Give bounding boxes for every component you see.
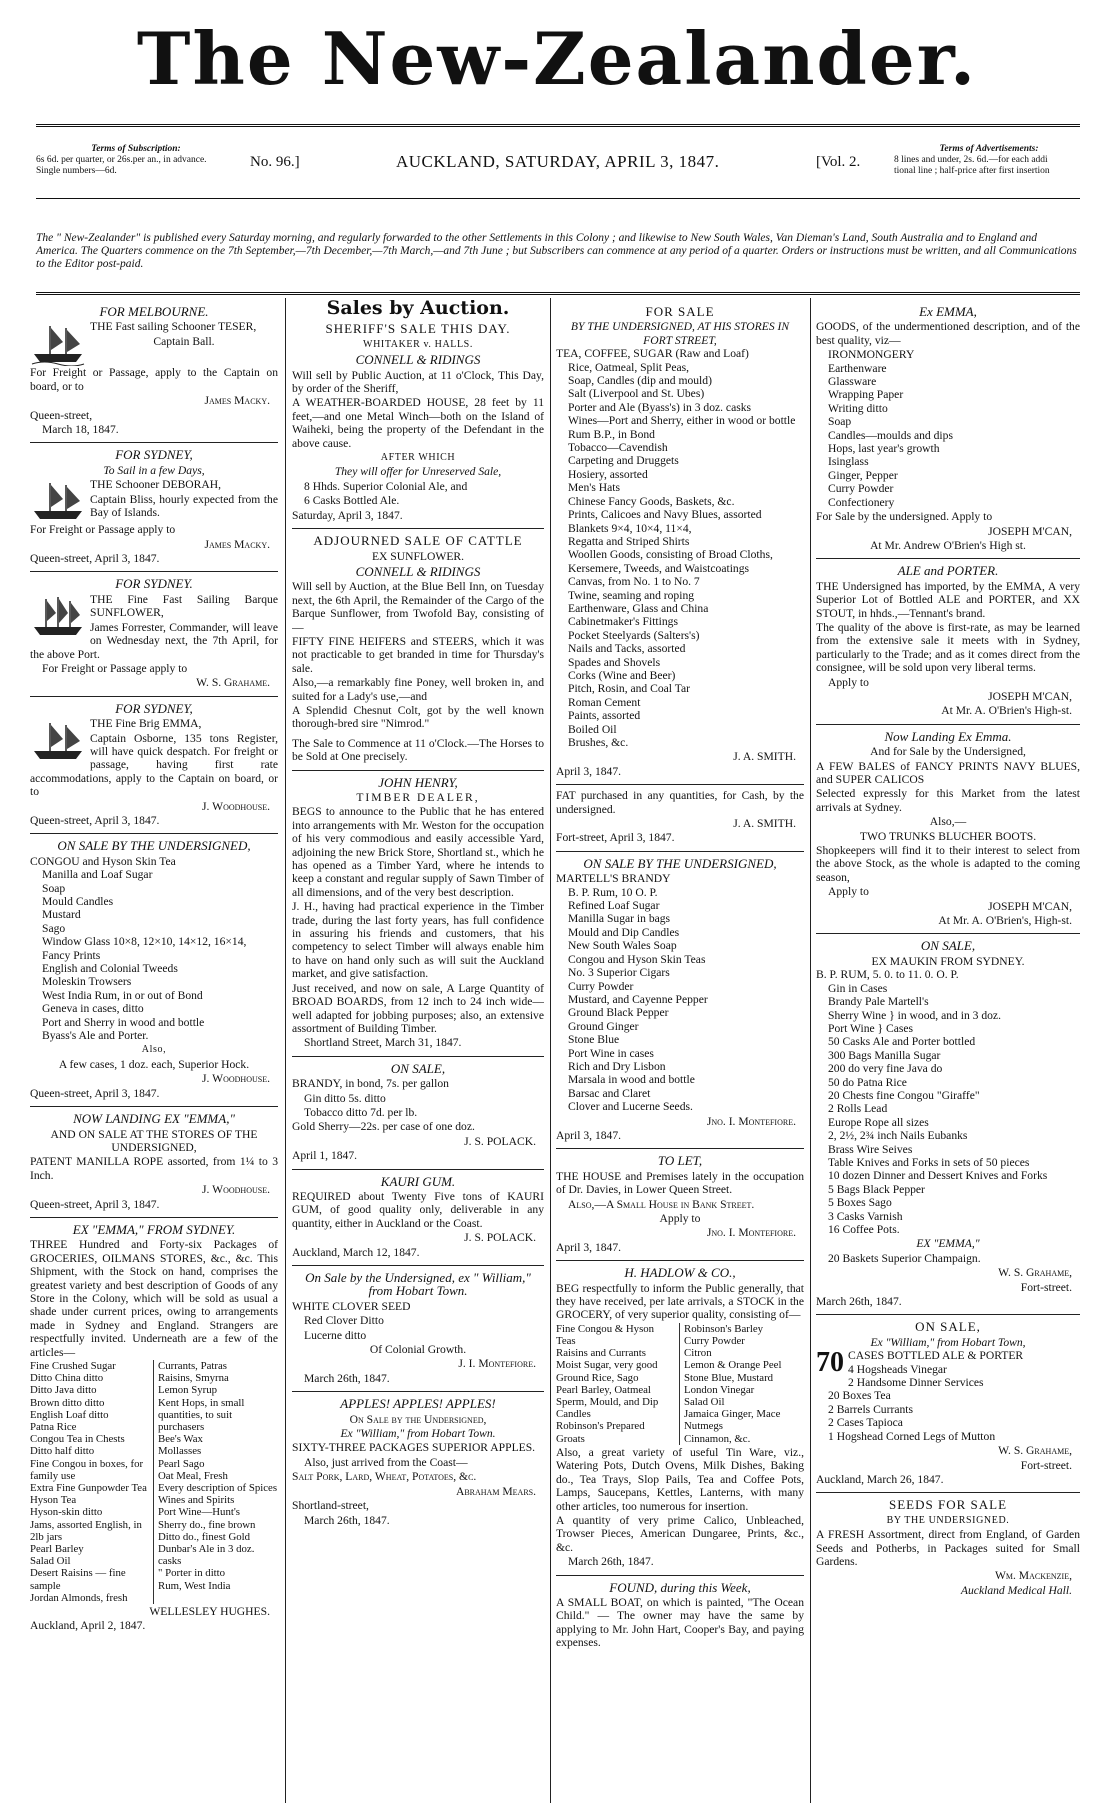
list-item: Curry Powder — [684, 1335, 745, 1348]
ad-ale-porter: ALE and PORTER. THE Undersigned has imported, by the EMMA, A very Superior Lot of Bottled ALE and PORTER, and XX STOUT, in hhds.,—Tennant's brand. The quality of the above is first-rate, as may be learned from the extensive sale it meets with in Sydney, particularly to the Trade; and as it comes direct from the consignee, will be sold upon very liberal terms. Apply to JOSEPH M'CAN, At Mr. A. O'Brien's High-st. — [816, 559, 1080, 724]
list-item: 50 Casks Ale and Porter bottled — [828, 1035, 976, 1049]
list-item: 2 Cases Tapioca — [828, 1416, 903, 1430]
list-item: Kent Hops, in small quantities, to suit purchasers — [158, 1396, 245, 1434]
list-item: Curry Powder — [828, 482, 894, 496]
list-item: Citron — [684, 1347, 712, 1360]
list-item: Europe Rope all sizes — [828, 1115, 929, 1129]
column-1 — [30, 300, 278, 1805]
list-item: Isinglass — [828, 455, 869, 469]
list-item: Woollen Goods, consisting of Broad Cloths, Kersemere, Tweeds, and Waistcoatings — [568, 548, 773, 575]
list-item: Soap — [42, 881, 66, 895]
list-item: Soap — [828, 415, 852, 429]
list-item: 16 Coffee Pots. — [828, 1223, 900, 1236]
list-item: Rich and Dry Lisbon — [568, 1059, 666, 1073]
list-item: Rum B.P., in Bond — [568, 427, 655, 441]
list-item: Clover and Lucerne Seeds. — [568, 1100, 693, 1114]
list-item: Dunbar's Ale in 3 doz. casks — [158, 1543, 255, 1568]
list-item: Nails and Tacks, assorted — [568, 642, 686, 656]
list-item: Lemon Syrup — [158, 1384, 218, 1397]
list-item: Salt (Liverpool and St. Ubes) — [568, 387, 705, 401]
ship-icon — [30, 719, 86, 763]
list-item: Patna Rice — [30, 1421, 77, 1434]
list-item: English Loaf ditto — [30, 1408, 109, 1421]
list-item: Mollasses — [158, 1445, 202, 1458]
list-item: Pocket Steelyards (Salters's) — [568, 628, 700, 642]
list-item: Barsac and Claret — [568, 1086, 651, 1100]
list-item: Table Knives and Forks in sets of 50 pieces — [828, 1155, 1030, 1169]
publication-notice: The " New-Zealander" is published every Saturday morning, and regularly forwarded to the other Settlements in this Colony ; and likewise to New South Wales, Van Dieman's Land, South Australia and to England and America. The Quarters commence on the 7th September,—7th December,—7th March,—and 7th June ; but Subscribers can commence at any period of a quarter. Orders or instructions must be written, and all Communications to the Editor post-paid. — [36, 232, 1077, 270]
list-item: Robinson's Barley — [684, 1322, 764, 1335]
list-item: Spades and Shovels — [568, 655, 661, 669]
ad-fat-purchased: FAT purchased in any quantities, for Cash, by the undersigned. J. A. SMITH. Fort-street, April 3, 1847. — [556, 785, 804, 852]
list-item: No. 3 Superior Cigars — [568, 966, 670, 980]
list-item: Manilla Sugar in bags — [568, 912, 671, 926]
list-item: Oat Meal, Fresh — [158, 1469, 228, 1482]
ad-hadlow: H. HADLOW & CO., BEG respectfully to inform the Public generally, that they have received, per late arrivals, a STOCK in the GROCERY, of very superior quality, consisting of— Fine Congou & Hyson Teas Raisins and Currants Moist Sugar, very good Ground Rice, Sago Pearl Barley, Oatmeal Sperm, Mould, and Dip Candles Robinson's Prepared Groats Robinson's Barley Curry Powder Citron Lemon & Orange Peel Stone Blue, Mustard London Vinegar Salad Oil Jamaica Ginger, Mace Nutmegs Cinnamon, &c. Also, a great variety of useful Tin Ware, viz., Watering Pots, Dutch Ovens, Milk Dishes, Baking do., Tea Trays, Slop Pails, Tea and Coffee Pots, Lamps, Saucepans, Kettles, Lanterns, with many other articles, too numerous for insertion. A quantity of very prime Calico, Unbleached, Trowser Pieces, American Dungaree, Prints, &c., &c. March 26th, 1847. — [556, 1261, 804, 1575]
ad-for-sale-smith: FOR SALE BY THE UNDERSIGNED, AT HIS STORES IN FORT STREET, TEA, COFFEE, SUGAR (Raw and Loaf) Rice, Oatmeal, Split Peas, Soap, Candles (dip and mould) Salt (Liverpool and St. Ubes) Porter and Ale (Byass's) in 3 doz. casks Wines—Port and Sherry, either in wood or bottle Rum B.P., in Bond Tobacco—Cavendish Carpeting and Druggets Hosiery, assorted Men's Hats Chinese Fancy Goods, Baskets, &c. Prints, Calicoes and Navy Blues, assorted Blankets 9×4, 10×4, 11×4, Regatta and Striped Shirts Woollen Goods, consisting of Broad Cloths, Kersemere, Tweeds, and Waistcoatings Canvas, from No. 1 to No. 7 Twine, seaming and roping Earthenware, Glass and China Cabinetmaker's Fittings Pocket Steelyards (Salters's) Nails and Tacks, assorted Spades and Shovels Corks (Wine and Beer) Pitch, Rosin, and Coal Tar Roman Cement Paints, assorted Boiled Oil Brushes, &c. J. A. SMITH. April 3, 1847. — [556, 300, 804, 785]
list-item: Stone Blue — [568, 1033, 620, 1047]
ad-sydney-emma: FOR SYDNEY, THE Fine Brig EMMA, Captain Osborne, 135 tons Register, will have quick despatch. For freight or passage, having first rate accommodations, apply to the Captain on board, or to J. Woodhouse. Queen-street, April 3, 1847. — [30, 697, 278, 835]
list-item: Candles—moulds and dips — [828, 428, 953, 442]
list-item: Bee's Wax — [158, 1433, 203, 1446]
list-item: Soap, Candles (dip and mould) — [568, 374, 712, 388]
columns-top-rule — [36, 292, 1080, 295]
list-item: CONGOU and Hyson Skin Tea — [30, 854, 176, 868]
list-item: Stone Blue, Mustard — [684, 1371, 774, 1384]
list-item: Lemon & Orange Peel — [684, 1359, 782, 1372]
list-item: Port Wine } Cases — [828, 1021, 914, 1035]
list-item: Hosiery, assorted — [568, 467, 648, 481]
list-item: Mould Candles — [42, 895, 114, 908]
list-item: Mould and Dip Candles — [568, 925, 680, 939]
item-list — [816, 968, 1080, 1236]
list-item: Fancy Prints — [42, 948, 101, 962]
list-item: Jamaica Ginger, Mace — [684, 1408, 781, 1421]
dateline-rule — [36, 198, 1080, 199]
ad-sydney-sunflower: FOR SYDNEY. THE Fine Fast Sailing Barque SUNFLOWER, James Forrester, Commander, will leave on Wednesday next, the 7th April, for the above Port. For Freight or Passage apply to W. S. Grahame. — [30, 572, 278, 696]
column-divider — [285, 298, 286, 1803]
list-item: London Vinegar — [684, 1383, 755, 1396]
ad-sheriff-sale: SHERIFF'S SALE THIS DAY. WHITAKER v. HALLS. CONNELL & RIDINGS Will sell by Public Auction, at 11 o'Clock, This Day, by order of the Sheriff, A WEATHER-BOARDED HOUSE, 28 feet by 11 feet,—and one Metal Winch—both on the Island of Waiheki, being the property of the Defendant in the above cause. AFTER WHICH They will offer for Unreserved Sale, 8 Hhds. Superior Colonial Ale, and 6 Casks Bottled Ale. Saturday, April 3, 1847. — [292, 317, 544, 529]
masthead-rule — [36, 124, 1080, 127]
dateline — [36, 140, 1080, 190]
list-item: Ground Ginger — [568, 1019, 639, 1033]
list-item: Geneva in cases, ditto — [42, 1002, 144, 1016]
list-item: Earthenware, Glass and China — [568, 601, 709, 615]
list-item: Boiled Oil — [568, 722, 617, 736]
list-item: West India Rum, in or out of Bond — [42, 988, 203, 1002]
list-item: Ginger, Pepper — [828, 468, 898, 482]
ad-william: ON SALE, Ex "William," from Hobart Town, 70 CASES BOTTLED ALE & PORTER 4 Hogsheads Vinegar 2 Handsome Dinner Services 20 Boxes Tea 2 Barrels Currants 2 Cases Tapioca 1 Hogshead Corned Legs of Mutton W. S. Grahame, Fort-street. Auckland, March 26, 1847. — [816, 1315, 1080, 1493]
list-item: Gin in Cases — [828, 981, 888, 995]
list-item: Glassware — [828, 375, 877, 389]
list-item: Writing ditto — [828, 401, 888, 415]
issue-number: No. 96.] — [250, 154, 300, 170]
list-item: Port Wine in cases — [568, 1046, 654, 1060]
list-item: Salad Oil — [684, 1396, 725, 1409]
list-item: Cabinetmaker's Fittings — [568, 615, 678, 629]
list-item: Ground Rice, Sago — [556, 1371, 639, 1384]
list-item: Sago — [42, 921, 66, 935]
list-item: B. P. RUM, 5. 0. to 11. 0. O. P. — [816, 968, 959, 982]
list-item: Ditto do., finest Gold — [158, 1530, 251, 1543]
list-item: Brushes, &c. — [568, 736, 629, 749]
list-item: 5 Bags Black Pepper — [828, 1182, 925, 1196]
list-item: Sherry do., fine brown — [158, 1518, 256, 1531]
list-item: Jams, assorted English, in 2lb jars — [30, 1518, 142, 1543]
list-item: Wrapping Paper — [828, 388, 904, 402]
ad-melbourne: FOR MELBOURNE. THE Fast sailing Schooner TESER, Captain Ball. For Freight or Passage, apply to the Captain on board, or to James Macky. Queen-street, March 18, 1847. — [30, 300, 278, 443]
list-item: 4 Hogsheads Vinegar — [848, 1362, 947, 1376]
list-item: Men's Hats — [568, 481, 621, 495]
list-item: Pearl Barley — [30, 1543, 84, 1556]
list-item: English and Colonial Tweeds — [42, 962, 178, 976]
list-item: Tobacco—Cavendish — [568, 441, 668, 455]
list-item: 10 dozen Dinner and Dessert Knives and Forks — [828, 1169, 1048, 1183]
list-item: Hyson Tea — [30, 1494, 77, 1507]
two-column-list — [556, 1323, 804, 1445]
list-item: Hyson-skin ditto — [30, 1506, 103, 1519]
list-item: New South Wales Soap — [568, 939, 677, 953]
list-item: Byass's Ale and Porter. — [42, 1029, 149, 1043]
list-item: Regatta and Striped Shirts — [568, 534, 690, 548]
ad-maukin: ON SALE, EX MAUKIN FROM SYDNEY. B. P. RUM, 5. 0. to 11. 0. O. P. Gin in Cases Brandy Pale Martell's Sherry Wine } in wood, and in 3 doz. Port Wine } Cases 50 Casks Ale and Porter bottled 300 Bags Manilla Sugar 200 do very fine Java do 50 do Patna Rice 20 Chests fine Congou "Giraffe" 2 Rolls Lead Europe Rope all sizes 2, 2½, 2¾ inch Nails Eubanks Brass Wire Seives Table Knives and Forks in sets of 50 pieces 10 dozen Dinner and Dessert Knives and Forks 5 Bags Black Pepper 5 Boxes Sago 3 Casks Varnish 16 Coffee Pots. EX "EMMA," 20 Baskets Superior Champaign. W. S. Grahame, Fort-street. March 26th, 1847. — [816, 934, 1080, 1315]
subscription-terms: Terms of Subscription: 6s 6d. per quarter, or 26s.per an., in advance. Single numbers—6d. — [36, 144, 207, 176]
list-item: Sherry Wine } in wood, and in 3 doz. — [828, 1008, 1001, 1022]
list-item: Nutmegs — [684, 1420, 723, 1433]
list-item: Sperm, Mould, and Dip Candles — [556, 1396, 659, 1421]
list-item: Congou and Hyson Skin Teas — [568, 952, 706, 966]
volume-number: [Vol. 2. — [816, 154, 861, 170]
list-item: Wines—Port and Sherry, either in wood or bottle — [568, 414, 796, 428]
ad-cattle-sale: ADJOURNED SALE OF CATTLE EX SUNFLOWER. CONNELL & RIDINGS Will sell by Auction, at the Blue Bell Inn, on Tuesday next, the 6th April, the Remainder of the Cargo of the Barque Sunflower, from Twofold Bay, consisting of— FIFTY FINE HEIFERS and STEERS, which it was not practicable to get branded in time for Thursday's sale. Also,—a remarkably fine Poney, well broken in, and suited for a Lady's use,—and A Splendid Chesnut Colt, got by the well known thorough-bred sire "Nimrod." The Sale to Commence at 11 o'Clock.—The Horses to be Sold at One precisely. — [292, 529, 544, 771]
list-item: 2, 2½, 2¾ inch Nails Eubanks — [828, 1129, 968, 1143]
ad-ex-emma-goods: Ex EMMA, GOODS, of the undermentioned description, and of the best quality, viz— IRONMONGERY Earthenware Glassware Wrapping Paper Writing ditto Soap Candles—moulds and dips Hops, last year's growth Isinglass Ginger, Pepper Curry Powder Confectionery For Sale by the undersigned. Apply to JOSEPH M'CAN, At Mr. Andrew O'Brien's High st. — [816, 300, 1080, 559]
list-item: Rum, West India — [158, 1579, 231, 1592]
list-item: Window Glass 10×8, 12×10, 14×12, 16×14, — [42, 935, 247, 949]
list-item: Fine Congou in boxes, for family use — [30, 1457, 144, 1482]
advertisement-terms: Terms of Advertisements: 8 lines and under, 2s. 6d.—for each addi tional line ; half-price after first insertion — [894, 144, 1050, 176]
item-list — [556, 347, 804, 749]
list-item: Fine Crushed Sugar — [30, 1360, 116, 1372]
list-item: Salad Oil — [30, 1555, 71, 1568]
list-item: 2 Handsome Dinner Services — [848, 1376, 984, 1390]
list-item: Desert Raisins — fine sample — [30, 1567, 126, 1592]
ad-now-landing: Now Landing Ex Emma. And for Sale by the Undersigned, A FEW BALES of FANCY PRINTS NAVY BLUES, and SUPER CALICOS Selected expressly for this Market from the latest arrivals at Sydney. Also,— TWO TRUNKS BLUCHER BOOTS. Shopkeepers will find it to their interest to select from the above Stock, as the whole is adapted to the coming season, Apply to JOSEPH M'CAN, At Mr. A. O'Brien's, High-st. — [816, 725, 1080, 935]
list-item: Raisins and Currants — [556, 1347, 646, 1360]
issue-date: AUCKLAND, SATURDAY, APRIL 3, 1847. — [396, 152, 720, 171]
list-item: Curry Powder — [568, 979, 634, 993]
list-item: Brass Wire Seives — [828, 1142, 913, 1156]
list-item: 20 Chests fine Congou "Giraffe" — [828, 1088, 980, 1102]
list-item: B. P. Rum, 10 O. P. — [568, 885, 658, 899]
list-item: " Porter in ditto — [158, 1567, 226, 1580]
section-title: Sales by Auction. — [326, 300, 510, 319]
list-item: Ditto China ditto — [30, 1372, 104, 1385]
list-item: Prints, Calicoes and Navy Blues, assorted — [568, 508, 762, 522]
masthead-title: The New-Zealander. — [136, 16, 978, 101]
list-item: Blankets 9×4, 10×4, 11×4, — [568, 521, 692, 535]
list-item: 5 Boxes Sago — [828, 1196, 892, 1210]
list-item: Twine, seaming and roping — [568, 588, 695, 602]
ad-timber-dealer: JOHN HENRY, TIMBER DEALER, BEGS to announce to the Public that he has entered into arrangements with Mr. Weston for the occupation of his very commodious and easily accessible Yard, adjoining the new Brick Store, Shortland st., which he has opened as a Timber Yard, where he intends to keep a constant and regular supply of Sawn Timber of all dimensions, and of the very best description. J. H., having had practical experience in the Timber trade, during the last forty years, has full confidence in assuring his friends and customers, that his competency to select Timber will always enable him to have on hand only such as will suit the Auckland market, and give satisfaction. Just received, and now on sale, A Large Quantity of BROAD BOARDS, from 12 inch to 24 inch wide—well adapted for jobbing purposes; also, an extensive assortment of Building Timber. Shortland Street, March 31, 1847. — [292, 771, 544, 1057]
list-item: Mustard, and Cayenne Pepper — [568, 992, 708, 1006]
column-divider — [550, 298, 551, 1803]
ad-to-let: TO LET, THE HOUSE and Premises lately in the occupation of Dr. Davies, in Lower Queen Street. Also,—A Small House in Bank Street. Apply to Jno. I. Montefiore. April 3, 1847. — [556, 1149, 804, 1261]
list-item: 1 Hogshead Corned Legs of Mutton — [828, 1429, 996, 1443]
ad-seeds: SEEDS FOR SALE BY THE UNDERSIGNED. A FRESH Assortment, direct from England, of Garden Seeds and Potherbs, in Packages suited for Small Gardens. Wm. Mackenzie, Auckland Medical Hall. — [816, 1497, 1080, 1597]
item-list — [816, 1349, 1080, 1443]
column-divider — [810, 298, 811, 1803]
list-item: Paints, assorted — [568, 709, 641, 723]
list-item: Moleskin Trowsers — [42, 975, 132, 989]
list-item: Ditto half ditto — [30, 1445, 95, 1458]
list-item: Canvas, from No. 1 to No. 7 — [568, 575, 700, 589]
list-item: MARTELL'S BRANDY — [556, 872, 671, 886]
ship-icon — [30, 595, 86, 639]
list-item: Raisins, Smyrna — [158, 1372, 229, 1385]
list-item: Congou Tea in Chests — [30, 1433, 125, 1446]
list-item: Earthenware — [828, 361, 887, 375]
two-column-list — [30, 1360, 278, 1604]
list-item: Mustard — [42, 908, 81, 922]
list-item: 2 Rolls Lead — [828, 1102, 888, 1116]
list-item: 3 Casks Varnish — [828, 1209, 903, 1223]
item-list — [30, 855, 278, 1043]
list-item: 2 Barrels Currants — [828, 1402, 914, 1416]
ad-on-sale-montefiore: ON SALE BY THE UNDERSIGNED, MARTELL'S BRANDY B. P. Rum, 10 O. P. Refined Loaf Sugar Manilla Sugar in bags Mould and Dip Candles New South Wales Soap Congou and Hyson Skin Teas No. 3 Superior Cigars Curry Powder Mustard, and Cayenne Pepper Ground Black Pepper Ground Ginger Stone Blue Port Wine in cases Rich and Dry Lisbon Marsala in wood and bottle Barsac and Claret Clover and Lucerne Seeds. Jno. I. Montefiore. April 3, 1847. — [556, 852, 804, 1150]
list-item: Robinson's Prepared Groats — [556, 1420, 645, 1445]
list-item: Confectionery — [828, 495, 895, 509]
list-item: Pearl Barley, Oatmeal — [556, 1383, 651, 1396]
list-item: Rice, Oatmeal, Split Peas, — [568, 360, 690, 374]
ad-clover-seed: On Sale by the Undersigned, ex " William," from Hobart Town. WHITE CLOVER SEED Red Clover Ditto Lucerne ditto Of Colonial Growth. J. I. Montefiore. March 26th, 1847. — [292, 1266, 544, 1392]
ad-manilla-rope: NOW LANDING EX "EMMA," AND ON SALE AT THE STORES OF THE UNDERSIGNED, PATENT MANILLA ROPE assorted, from 1¼ to 3 Inch. J. Woodhouse. Queen-street, April 3, 1847. — [30, 1107, 278, 1218]
list-item: Corks (Wine and Beer) — [568, 668, 676, 682]
list-item: Jordan Almonds, fresh — [30, 1591, 128, 1604]
ad-found-boat: FOUND, during this Week, A SMALL BOAT, on which is painted, "The Ocean Child." — The owner may have the same by applying to Mr. John Hart, Cooper's Bay, and paying expenses. — [556, 1579, 804, 1650]
list-item: Cinnamon, &c. — [684, 1432, 751, 1445]
ship-icon — [30, 322, 86, 366]
list-item: Extra Fine Gunpowder Tea — [30, 1482, 147, 1495]
list-item: TEA, COFFEE, SUGAR (Raw and Loaf) — [556, 347, 749, 361]
list-item: Port and Sherry in wood and bottle — [42, 1015, 205, 1029]
item-list — [816, 348, 1080, 509]
ad-kauri-gum: KAURI GUM. REQUIRED about Twenty Five tons of KAURI GUM, of good quality only, deliverable in any quantity, either in Auckland or the Coast. J. S. POLACK. Auckland, March 12, 1847. — [292, 1170, 544, 1266]
ad-apples: APPLES! APPLES! APPLES! On Sale by the Undersigned, Ex "William," from Hobart Town. SIXTY-THREE PACKAGES SUPERIOR APPLES. Also, just arrived from the Coast— Salt Pork, Lard, Wheat, Potatoes, &c. Abraham Mears. Shortland-street, March 26th, 1847. — [292, 1396, 536, 1527]
list-item: 300 Bags Manilla Sugar — [828, 1048, 941, 1062]
list-item: Every description of Spices — [158, 1482, 278, 1495]
list-item: Carpeting and Druggets — [568, 454, 679, 468]
list-item: 200 do very fine Java do — [828, 1062, 943, 1076]
list-item: Manilla and Loaf Sugar — [42, 868, 153, 882]
ship-icon — [30, 479, 86, 523]
list-item: Hops, last year's growth — [828, 442, 940, 456]
ad-brandy-polack: ON SALE, BRANDY, in bond, 7s. per gallon Gin ditto 5s. ditto Tobacco ditto 7d. per lb. Gold Sherry—22s. per case of one doz. J. S. POLACK. April 1, 1847. — [292, 1057, 544, 1170]
list-item: Fine Congou & Hyson Teas — [556, 1322, 655, 1348]
list-item: Currants, Patras — [158, 1360, 227, 1372]
column-2 — [292, 300, 544, 1805]
list-item: Pitch, Rosin, and Coal Tar — [568, 682, 690, 696]
list-item: Ditto Java ditto — [30, 1384, 97, 1397]
list-item: Wines and Spirits — [158, 1494, 235, 1507]
list-item: Brandy Pale Martell's — [828, 995, 929, 1009]
list-item: Moist Sugar, very good — [556, 1359, 658, 1372]
list-item: Brown ditto ditto — [30, 1396, 105, 1409]
item-list — [556, 872, 804, 1113]
ad-on-sale-woodhouse: ON SALE BY THE UNDERSIGNED, CONGOU and Hyson Skin Tea Manilla and Loaf Sugar Soap Mould Candles Mustard Sago Window Glass 10×8, 12×10, 14×12, 16×14, Fancy Prints English and Colonial Tweeds Moleskin Trowsers West India Rum, in or out of Bond Geneva in cases, ditto Port and Sherry in wood and bottle Byass's Ale and Porter. Also, A few cases, 1 doz. each, Superior Hock. J. Woodhouse. Queen-street, April 3, 1847. — [30, 834, 278, 1107]
list-item: Roman Cement — [568, 695, 641, 709]
column-4 — [816, 300, 1080, 1805]
quantity-number: 70 — [816, 1347, 844, 1379]
list-item: Ground Black Pepper — [568, 1006, 669, 1020]
column-3 — [556, 300, 804, 1805]
list-item: IRONMONGERY — [828, 348, 915, 362]
list-item: 20 Boxes Tea — [828, 1389, 891, 1403]
list-item: 50 do Patna Rice — [828, 1075, 907, 1089]
ad-sydney-deborah: FOR SYDNEY, To Sail in a few Days, THE Schooner DEBORAH, Captain Bliss, hourly expected from the Bay of Islands. For Freight or Passage apply to James Macky. Queen-street, April 3, 1847. — [30, 443, 278, 572]
list-item: CASES BOTTLED ALE & PORTER — [848, 1349, 1024, 1363]
list-item: Pearl Sago — [158, 1457, 205, 1470]
list-item: Port Wine—Hunt's — [158, 1506, 240, 1519]
ad-ex-emma-groceries: EX "EMMA," FROM SYDNEY. THREE Hundred and Forty-six Packages of GROCERIES, OILMANS STORES, &c., &c. This Shipment, with the Stock on hand, comprises the greatest variety and best description of Goods of any Store in the Colony, which will be sold as usual a shade under current prices, owing to arrangements made in Sydney and England. Strangers are respectfully invited. Underneath are a few of the articles— Fine Crushed Sugar Ditto China ditto Ditto Java ditto Brown ditto ditto English Loaf ditto Patna Rice Congou Tea in Chests Ditto half ditto Fine Congou in boxes, for family use Extra Fine Gunpowder Tea Hyson Tea Hyson-skin ditto Jams, assorted English, in 2lb jars Pearl Barley Salad Oil Desert Raisins — fine sample Jordan Almonds, fresh Currants, Patras Raisins, Smyrna Lemon Syrup Kent Hops, in small quantities, to suit purchasers Bee's Wax Mollasses Pearl Sago Oat Meal, Fresh Every description of Spices Wines and Spirits Port Wine—Hunt's Sherry do., fine brown Ditto do., finest Gold Dunbar's Ale in 3 doz. casks " Porter in ditto Rum, West India WELLESLEY HUGHES. Auckland, April 2, 1847. — [30, 1221, 278, 1633]
list-item: Porter and Ale (Byass's) in 3 doz. casks — [568, 400, 752, 414]
list-item: Chinese Fancy Goods, Baskets, &c. — [568, 494, 735, 508]
list-item: Marsala in wood and bottle — [568, 1073, 695, 1087]
list-item: Refined Loaf Sugar — [568, 899, 660, 913]
